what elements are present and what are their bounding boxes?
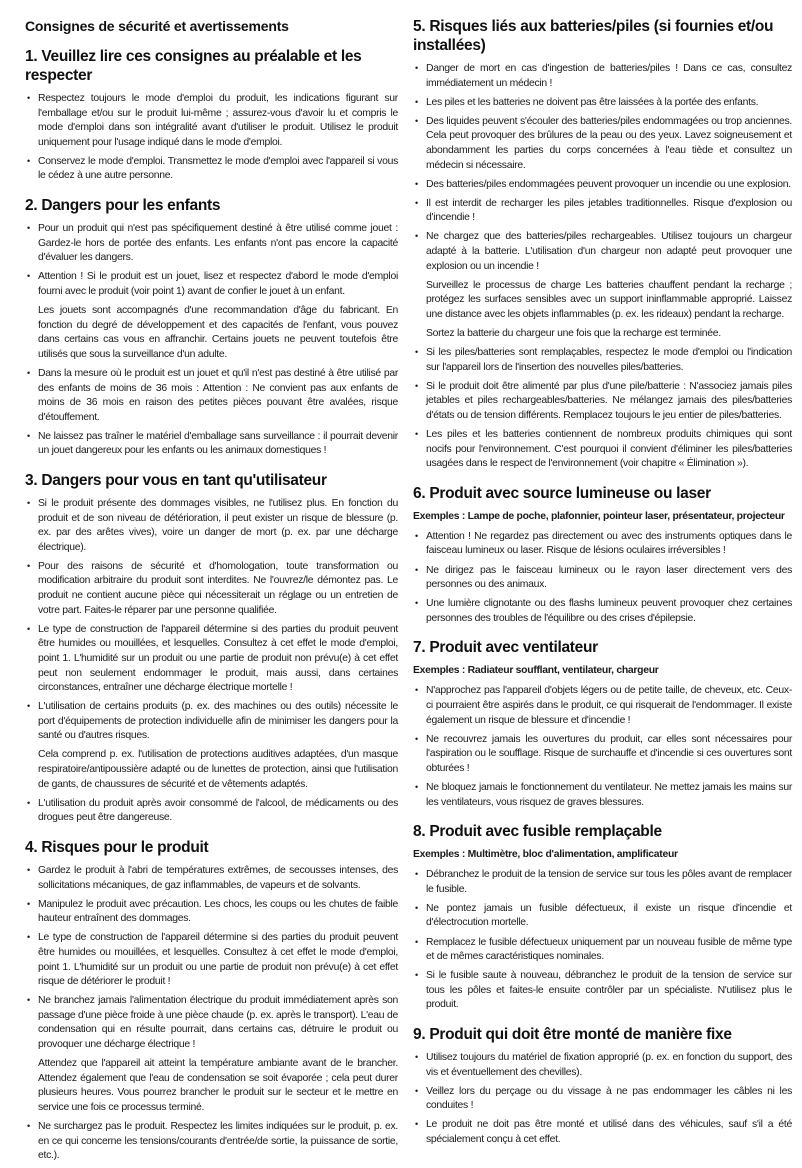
item-text: Les piles et les batteries ne doivent pas être laissées à la portée des enfants. xyxy=(426,96,759,108)
bullet-item xyxy=(413,733,792,777)
section xyxy=(413,638,792,810)
bullet-icon: • xyxy=(415,96,419,107)
item-text: Ne surchargez pas le produit. Respectez les limites indiquées sur le produit, p. ex. en ce qui concerne les tensions/courants d'entrée/de sortie, la puissance de sortie, etc.). xyxy=(38,1120,398,1162)
item-text: Ne dirigez pas le faisceau lumineux ou le rayon laser directement vers des personnes ou des animaux. xyxy=(426,564,792,591)
item-text: Pour un produit qui n'est pas spécifiquement destiné à être utilisé comme jouet : Gardez-le hors de portée des enfants. Les enfants n'ont pas encore la capacité d'évaluer les dangers. xyxy=(38,223,398,264)
item-text: Une lumière clignotante ou des flashs lumineux peuvent provoquer chez certaines personnes des troubles de l'équilibre ou des crises d'épilepsie. xyxy=(426,598,792,624)
bullet-icon: • xyxy=(415,63,419,73)
bullet-item xyxy=(25,367,398,425)
bullet-icon: • xyxy=(415,347,419,358)
paragraph-item xyxy=(413,279,792,323)
bullet-item xyxy=(25,797,398,826)
section xyxy=(25,47,398,184)
item-text: Ne branchez jamais l'alimentation électrique du produit immédiatement après son passage d'une pièce froide à une pièce chaude (p. ex. après le transport). L'eau de condensation qui en résulte pourrait, dans certains cas, détruire le produit ou provoquer une décharge électrique ! xyxy=(38,995,398,1050)
item-text: Le type de construction de l'appareil détermine si des parties du produit peuvent être humides ou mouillées, et lesquelles. Consultez à cet effet le mode d'emploi, point 1. L'humidité sur un produit ou une partie de produit non prévu(e) à cet effet peut non seulement endommager le produit, mais aussi, dans certaines circonstances, entraîner une décharge électrique mortelle ! xyxy=(38,623,398,694)
bullet-item xyxy=(25,994,398,1052)
section xyxy=(25,471,398,826)
bullet-item xyxy=(25,270,398,299)
bullet-item xyxy=(413,96,792,111)
bullet-icon: • xyxy=(27,1120,31,1131)
bullet-item xyxy=(25,155,398,184)
bullet-icon: • xyxy=(27,898,31,909)
section-heading: 7. Produit avec ventilateur xyxy=(413,639,598,657)
section-examples: Exemples : Multimètre, bloc d'alimentation, amplificateur xyxy=(413,849,678,861)
paragraph-item xyxy=(25,304,398,362)
bullet-icon: • xyxy=(27,932,31,943)
bullet-icon: • xyxy=(415,685,419,696)
item-text: L'utilisation de certains produits (p. ex. des machines ou des outils) nécessite le port d'équipements de protection individuelle afin de minimiser les dangers pour la santé ou d'autres risques. xyxy=(38,701,398,742)
item-text: Respectez toujours le mode d'emploi du produit, les indications figurant sur l'emballage et/ou sur le produit lui-même ; assurez-vous d'avoir lu et compris le mode d'emploi dans son intégralité avant d'utiliser le produit. Utilisez le produit uniquement pour l'usage indiqué dans le mode d'emploi. xyxy=(38,93,398,148)
bullet-icon: • xyxy=(415,530,419,541)
bullet-icon: • xyxy=(415,197,419,208)
paragraph-item xyxy=(25,748,398,792)
bullet-item xyxy=(413,197,792,226)
bullet-icon: • xyxy=(27,93,31,103)
bullet-icon: • xyxy=(27,995,31,1006)
item-text: Attendez que l'appareil ait atteint la température ambiante avant de le brancher. Attendez également que l'eau de condensation se soit évaporée ; cela peut durer plusieurs heures. Vous pourrez brancher le produit sur le secteur et le mettre en service une fois ce processus terminé. xyxy=(38,1058,398,1113)
bullet-icon: • xyxy=(27,497,31,508)
item-text: Utilisez toujours du matériel de fixation approprié (p. ex. en fonction du support, des vis et éventuellement des chevilles). xyxy=(426,1052,792,1078)
bullet-item xyxy=(413,936,792,965)
item-text: Les jouets sont accompagnés d'une recommandation d'âge du fabricant. En fonction du degré de développement et des capacités de l'enfant, vous pouvez dans certains cas vous en affranchir. Certains jouets ne peuvent toutefois être utilisés que sous la surveillance d'un adulte. xyxy=(38,305,398,360)
item-text: Remplacez le fusible défectueux uniquement par un nouveau fusible de même type et de mêmes caractéristiques nominales. xyxy=(426,936,792,963)
section xyxy=(413,484,792,627)
bullet-icon: • xyxy=(27,367,31,378)
bullet-icon: • xyxy=(27,430,31,441)
item-text: Attention ! Ne regardez pas directement ou avec des instruments optiques dans le faisceau lumineux ou laser. Risque de lésions oculaires irréversibles ! xyxy=(426,530,792,557)
bullet-item xyxy=(25,430,398,459)
section xyxy=(413,1025,792,1148)
item-text: Manipulez le produit avec précaution. Les chocs, les coups ou les chutes de faible hauteur entraînent des dommages. xyxy=(38,898,398,925)
bullet-item xyxy=(413,428,792,472)
bullet-icon: • xyxy=(415,781,419,792)
bullet-icon: • xyxy=(27,155,31,166)
bullet-item xyxy=(413,346,792,375)
bullet-icon: • xyxy=(415,1052,419,1062)
bullet-item xyxy=(413,62,792,91)
item-text: Le type de construction de l'appareil détermine si des parties du produit peuvent être humides ou mouillées, et lesquelles. Consultez à cet effet le mode d'emploi, point 1. L'humidité sur un produit ou une partie de produit non prévu(e) à cet effet risque de détériorer le produit ! xyxy=(38,932,398,988)
bullet-icon: • xyxy=(27,701,31,712)
bullet-item xyxy=(413,868,792,897)
item-text: Conservez le mode d'emploi. Transmettez le mode d'emploi avec l'appareil si vous le cédez à une autre personne. xyxy=(38,155,398,182)
bullet-icon: • xyxy=(415,231,419,242)
bullet-item xyxy=(25,222,398,266)
right-column-sections xyxy=(413,17,792,1148)
section xyxy=(413,17,792,472)
bullet-item xyxy=(413,902,792,931)
section xyxy=(413,822,792,1013)
bullet-icon: • xyxy=(27,223,31,234)
item-text: Attention ! Si le produit est un jouet, lisez et respectez d'abord le mode d'emploi fourni avec le produit (voir point 1) avant de confier le jouet à un enfant. xyxy=(38,271,398,297)
item-text: Débranchez le produit de la tension de service sur tous les pôles avant de remplacer le fusible. xyxy=(426,869,792,895)
bullet-icon: • xyxy=(27,864,31,875)
section-heading: 9. Produit qui doit être monté de manière fixe xyxy=(413,1026,732,1043)
bullet-item xyxy=(413,1051,792,1080)
item-text: Si le produit doit être alimenté par plus d'une pile/batterie : N'associez jamais piles jetables et piles rechargeables/batteries. Ne mélangez jamais des piles/batteries d'états ou de tension différents. Remplacez toujours le jeu entier de piles/batteries. xyxy=(426,380,792,421)
item-text: Ne pontez jamais un fusible défectueux, il existe un risque d'incendie et d'électrocution mortelle. xyxy=(426,902,792,929)
section xyxy=(25,838,398,1164)
section-heading: 3. Dangers pour vous en tant qu'utilisateur xyxy=(25,471,327,489)
item-text: Veillez lors du perçage ou du vissage à ne pas endommager les câbles ni les conduites ! xyxy=(426,1085,792,1112)
bullet-item xyxy=(413,380,792,424)
item-text: Si le produit présente des dommages visibles, ne l'utilisez plus. En fonction du produit et de son niveau de détérioration, il peut exister un risque de blessure (p. ex. par des arêtes vives), voire un danger de mort (p. ex. par une décharge électrique). xyxy=(38,497,398,553)
item-text: Des liquides peuvent s'écouler des batteries/piles endommagées ou trop anciennes. Cela peut provoquer des brûlures de la peau ou des yeux. Lavez soigneusement et abondamment les parties du corps concernées à l'eau tiède et consultez un médecin si nécessaire. xyxy=(426,115,792,171)
bullet-item xyxy=(413,115,792,173)
item-text: Dans la mesure où le produit est un jouet et qu'il n'est pas destiné à être utilisé par des enfants de moins de 36 mois : Attention : Ne convient pas aux enfants de moins de 36 mois en raison des petites pièces pouvant être avalées, risque d'étouffement. xyxy=(38,367,398,423)
bullet-icon: • xyxy=(415,733,419,744)
item-text: Pour des raisons de sécurité et d'homologation, toute transformation ou modification arbitraire du produit sont interdites. Ne l'ouvrez/le démontez pas. Le produit ne contient aucune pièce qui nécessiterait un réglage ou un entretien de votre part. Faites-le réparer par une personne qualifiée. xyxy=(38,560,398,616)
bullet-icon: • xyxy=(415,564,419,575)
bullet-item xyxy=(413,684,792,728)
bullet-item xyxy=(25,1120,398,1164)
section-heading: 2. Dangers pour les enfants xyxy=(25,197,221,215)
bullet-icon: • xyxy=(415,1119,419,1130)
left-column-sections xyxy=(25,47,398,1164)
section-heading: 1. Veuillez lire ces consignes au préalable et les respecter xyxy=(25,48,362,84)
document-title: Consignes de sécurité et avertissements xyxy=(25,18,289,34)
section-examples: Exemples : Lampe de poche, plafonnier, pointeur laser, présentateur, projecteur xyxy=(413,510,785,522)
bullet-icon: • xyxy=(415,598,419,609)
item-text: Le produit ne doit pas être monté et utilisé dans des véhicules, sauf s'il a été spécialement conçu à cet effet. xyxy=(426,1119,792,1145)
bullet-item xyxy=(25,864,398,893)
item-text: Gardez le produit à l'abri de températures extrêmes, de secousses intenses, des sollicitations mécaniques, de gaz inflammables, de vapeurs et de solvants. xyxy=(38,864,398,891)
item-text: Des batteries/piles endommagées peuvent provoquer un incendie ou une explosion. xyxy=(426,178,791,190)
item-text: Ne recouvrez jamais les ouvertures du produit, car elles sont nécessaires pour l'aspiration ou le soufflage. Risque de surchauffe et d'incendie si ces ouvertures sont obturées ! xyxy=(426,733,792,774)
bullet-item xyxy=(413,564,792,593)
bullet-icon: • xyxy=(415,1085,419,1096)
bullet-icon: • xyxy=(415,380,419,391)
bullet-item xyxy=(413,597,792,626)
section-heading: 5. Risques liés aux batteries/piles (si fournies et/ou installées) xyxy=(413,18,774,54)
bullet-item xyxy=(413,230,792,274)
bullet-item xyxy=(25,623,398,696)
bullet-item xyxy=(25,700,398,744)
item-text: Les piles et les batteries contiennent de nombreux produits chimiques qui sont nocifs pour l'environnement. C'est pourquoi il convient d'éliminer les piles/batteries usagées dans le respect de l'environnement (voir chapitre « Élimination »). xyxy=(426,429,792,470)
bullet-item xyxy=(413,178,792,193)
paragraph-item xyxy=(413,327,792,342)
bullet-item xyxy=(25,898,398,927)
item-text: Ne bloquez jamais le fonctionnement du ventilateur. Ne mettez jamais les mains sur les ventilateurs, vous risquez de graves blessures. xyxy=(426,781,792,808)
bullet-icon: • xyxy=(415,115,419,126)
left-column xyxy=(25,17,398,1168)
section-examples: Exemples : Radiateur soufflant, ventilateur, chargeur xyxy=(413,665,659,677)
item-text: Si les piles/batteries sont remplaçables, respectez le mode d'emploi ou l'indication sur l'appareil lors de l'insertion des nouvelles piles/batteries. xyxy=(426,347,792,373)
section-heading: 8. Produit avec fusible remplaçable xyxy=(413,823,662,841)
item-text: Ne laissez pas traîner le matériel d'emballage sans surveillance : il pourrait devenir un jouet dangereux pour les enfants ou les animaux domestiques ! xyxy=(38,430,398,457)
item-text: Danger de mort en cas d'ingestion de batteries/piles ! Dans ce cas, consultez immédiatement un médecin ! xyxy=(426,63,792,89)
bullet-icon: • xyxy=(27,797,31,808)
paragraph-item xyxy=(25,1057,398,1115)
right-column xyxy=(413,17,792,1152)
item-text: N'approchez pas l'appareil d'objets légers ou de petite taille, de cheveux, etc. Ceux-ci pourraient être aspirés dans le produit, ce qui risquerait de l'endommager. Il existe également un risque de blessure et d'incendie ! xyxy=(426,685,792,726)
item-text: Si le fusible saute à nouveau, débranchez le produit de la tension de service sur tous les pôles et faites-le ensuite contrôler par un spécialiste. N'utilisez plus le produit. xyxy=(426,970,792,1011)
bullet-icon: • xyxy=(415,970,419,981)
bullet-item xyxy=(25,931,398,989)
item-text: Surveillez le processus de charge Les batteries chauffent pendant la recharge ; protégez les surfaces sensibles avec un support ininflammable approprié. Laissez une distance avec les objets inflammables (p. ex. les rideaux) pendant la recharge. xyxy=(426,279,792,320)
bullet-icon: • xyxy=(415,429,419,440)
bullet-icon: • xyxy=(27,623,31,634)
item-text: Ne chargez que des batteries/piles rechargeables. Utilisez toujours un chargeur adapté à la batterie. L'utilisation d'un chargeur non adapté peut provoquer une explosion ou un incendie ! xyxy=(426,231,792,272)
bullet-icon: • xyxy=(27,560,31,571)
item-text: L'utilisation du produit après avoir consommé de l'alcool, de médicaments ou des drogues peut être dangereuse. xyxy=(38,797,398,824)
bullet-icon: • xyxy=(415,178,419,189)
bullet-icon: • xyxy=(415,902,419,913)
item-text: Sortez la batterie du chargeur une fois que la recharge est terminée. xyxy=(426,328,721,339)
section xyxy=(25,196,398,459)
bullet-item xyxy=(413,1085,792,1114)
bullet-item xyxy=(413,530,792,559)
bullet-item xyxy=(413,781,792,810)
item-text: Il est interdit de recharger les piles jetables traditionnelles. Risque d'explosion ou d'incendie ! xyxy=(426,197,792,224)
item-text: Cela comprend p. ex. l'utilisation de protections auditives adaptées, d'un masque respiratoire/antipoussière adapté ou de lunettes de protection, ainsi que l'utilisation de gants, de chaussures de sécurité et de vêtements adaptés. xyxy=(38,749,398,790)
bullet-item xyxy=(413,1118,792,1147)
bullet-item xyxy=(413,969,792,1013)
bullet-item xyxy=(25,497,398,555)
bullet-icon: • xyxy=(415,869,419,880)
bullet-icon: • xyxy=(415,936,419,947)
section-heading: 6. Produit avec source lumineuse ou laser xyxy=(413,484,711,502)
bullet-item xyxy=(25,560,398,618)
section-heading: 4. Risques pour le produit xyxy=(25,838,209,856)
bullet-icon: • xyxy=(27,271,31,282)
bullet-item xyxy=(25,92,398,150)
